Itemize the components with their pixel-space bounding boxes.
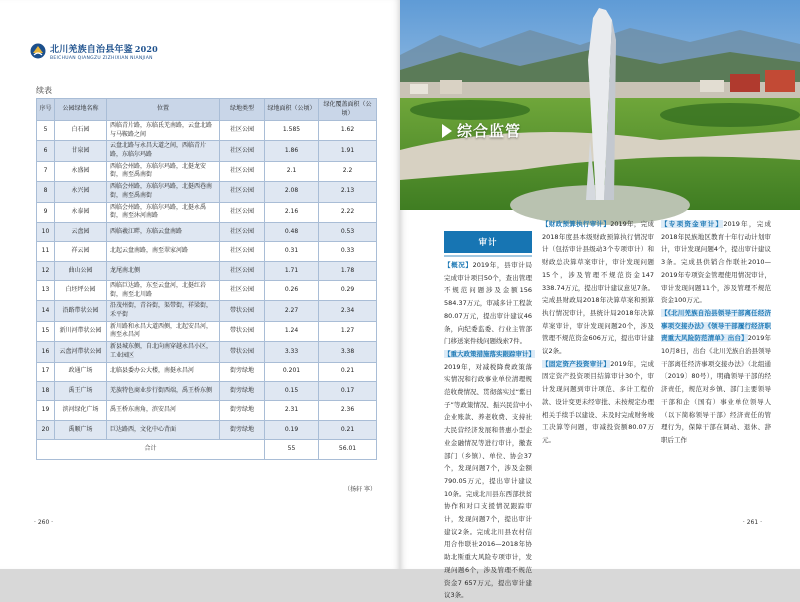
yearbook-header [30, 42, 158, 61]
cadre-rules-keyword: 【《北川羌族自治县领导干部离任经济事项交接办法》《领导干部履行经济职责重大风险防范清单》出台】 [661, 308, 771, 343]
cell-area: 0.48 [265, 222, 319, 241]
table-row [37, 401, 377, 420]
cell-cover: 1.27 [319, 321, 377, 341]
cell-cover: 0.33 [319, 242, 377, 261]
cell-type: 社区公园 [220, 141, 265, 161]
cell-area: 0.31 [265, 242, 319, 261]
cell-location: 西临羲江畔，东临云盘南路 [107, 222, 220, 241]
cell-no: 16 [37, 342, 55, 362]
cell-area: 2.08 [265, 182, 319, 202]
page-number-left: · 260 · [34, 519, 54, 526]
cell-no: 20 [37, 420, 55, 439]
cell-location: 巨达路西，文化中心背面 [107, 420, 220, 439]
cell-cover: 2.34 [319, 301, 377, 321]
cell-name: 祥云园 [55, 242, 107, 261]
yearbook-title [50, 42, 158, 55]
cell-name: 白坯坪公园 [55, 281, 107, 301]
table-row [37, 161, 377, 181]
cell-area: 2.31 [265, 401, 319, 420]
table-row [37, 342, 377, 362]
total-area: 55 [265, 440, 319, 459]
cell-area: 0.19 [265, 420, 319, 439]
parks-table-wrapper [36, 98, 376, 460]
cell-name: 云盘河带状公园 [55, 342, 107, 362]
col-header-name: 公园绿地名称 [55, 99, 107, 121]
cell-area: 2.1 [265, 161, 319, 181]
cell-area: 2.16 [265, 202, 319, 222]
table-note: （扬轩 寧） [344, 486, 376, 493]
left-page [0, 0, 400, 569]
col-header-location: 位置 [107, 99, 220, 121]
cell-location: 西临巨达路，东至云盘河，北挺红岩街，南至北川路 [107, 281, 220, 301]
col-header-type: 绿地类型 [220, 99, 265, 121]
cell-no: 5 [37, 121, 55, 141]
cell-no: 19 [37, 401, 55, 420]
article-column-3 [661, 218, 771, 530]
cell-no: 8 [37, 182, 55, 202]
cell-name: 甘泉园 [55, 141, 107, 161]
table-row [37, 222, 377, 241]
cell-name: 永兴园 [55, 182, 107, 202]
col-header-no: 序号 [37, 99, 55, 121]
yearbook-title-text: 北川羌族自治县年鉴 [50, 45, 133, 55]
cell-location: 西临青片路，东临氐羌南路，云盘北路与马鞍路之间 [107, 121, 220, 141]
cell-cover: 0.21 [319, 362, 377, 381]
audit-section-heading [444, 231, 532, 253]
cell-location: 龙尾南北侧 [107, 261, 220, 280]
cell-cover: 2.22 [319, 202, 377, 222]
cell-no: 15 [37, 321, 55, 341]
table-row [37, 202, 377, 222]
overview-keyword: 【概况】 [444, 261, 473, 269]
cell-type: 社区公园 [220, 202, 265, 222]
cell-type: 社区公园 [220, 242, 265, 261]
table-row [37, 362, 377, 381]
cell-type: 社区公园 [220, 281, 265, 301]
cell-type: 带状公园 [220, 301, 265, 321]
cell-location: 羌族特色商业步行街西端，禹王桥东侧 [107, 381, 220, 400]
cell-no: 10 [37, 222, 55, 241]
cell-area: 0.201 [265, 362, 319, 381]
cell-area: 0.15 [265, 381, 319, 400]
cell-type: 社区公园 [220, 121, 265, 141]
col-header-cover: 绿化覆盖面积（公顷） [319, 99, 377, 121]
cell-location: 北起云盘南路，南至翠家河路 [107, 242, 220, 261]
overview-text: 2019年，县审计局完成审计项目50个，查出管理不规范问题涉及金额156 584.37万元，审减多计工程款80.07万元，提出审计建议46条，向纪委监委、行业主管部门移送案件线问题线索7件。 [444, 261, 533, 346]
page-number-right: · 261 · [742, 519, 762, 526]
cell-location: 西临会州路，东临尔玛路，北挺西巷南街，南至禹南街 [107, 182, 220, 202]
article-column-1 [444, 259, 535, 600]
cell-name: 政通广场 [55, 362, 107, 381]
table-row [37, 420, 377, 439]
heading-underline [444, 255, 532, 257]
banner-arrow-icon [442, 124, 452, 138]
cell-location: 沿茂州街，青谷街，渠带街，祥梁街，禾平街 [107, 301, 220, 321]
banner-title: 综合监管 [457, 122, 522, 140]
cell-name: 禹顺广场 [55, 420, 107, 439]
special-fund-keyword: 【专项资金审计】 [661, 220, 724, 228]
table-row [37, 182, 377, 202]
cell-cover: 2.13 [319, 182, 377, 202]
cell-no: 13 [37, 281, 55, 301]
cell-location: 禹王桥东南角，滨安昌河 [107, 401, 220, 420]
cell-location: 新县城东侧，自北向南穿越永昌小区，工业园区 [107, 342, 220, 362]
fixed-asset-keyword: 【固定资产投资审计】 [542, 359, 611, 368]
cell-area: 1.585 [265, 121, 319, 141]
article-column-2 [542, 218, 654, 530]
table-row [37, 261, 377, 280]
continued-label: 续表 [36, 86, 52, 95]
cadre-rules-text: 2019年10月8日，出台《北川羌族自治县领导干部离任经济事项交接办法》（北组通〔2019〕80号），明确领导干部的经济责任，规范对乡镇、部门主要领导干部和企（国有）事业单位领导人（以下简称领导干部）经济责任的管理行为，保障干部在调动、退休、辞职后工作 [661, 334, 771, 444]
cell-no: 9 [37, 202, 55, 222]
cell-no: 18 [37, 381, 55, 400]
budget-keyword: 【财政预算执行审计】 [542, 220, 611, 228]
monument-photo [400, 0, 800, 210]
cell-cover: 0.21 [319, 420, 377, 439]
cell-location: 云盘北路与永昌大道之间，西临青片路，东临尔玛路 [107, 141, 220, 161]
section-banner [442, 120, 521, 141]
table-row [37, 301, 377, 321]
cell-type: 社区公园 [220, 182, 265, 202]
cell-type: 带状公园 [220, 342, 265, 362]
cell-area: 1.24 [265, 321, 319, 341]
cell-area: 1.71 [265, 261, 319, 280]
yearbook-subtitle: BEICHUAN QIANGZU ZIZHIXIAN NIANJIAN [50, 56, 153, 61]
table-total-row [37, 440, 377, 459]
cell-cover: 1.78 [319, 261, 377, 280]
county-logo-icon [30, 43, 46, 59]
cell-location: 北临县委办公大楼，南挺永昌河 [107, 362, 220, 381]
cell-area: 3.33 [265, 342, 319, 362]
table-row [37, 141, 377, 161]
cell-name: 沿路带状公园 [55, 301, 107, 321]
cell-name: 白石园 [55, 121, 107, 141]
budget-text: 2019年，完成2018年度县本级财政预算执行情况审计（包括审计县级动3个专项审计）和财政总决算草案审计，审计发现问题15个，涉及管理不规范资金147 338.74万元，提出审计建议意见7条。完成县财政局2018年决算草案和预算执行情况审计，县统计局2018年决算草案审计，审计发现问题20个，涉及管理不规范资金606万元，提出审计建议2条。 [542, 220, 655, 356]
cell-no: 12 [37, 261, 55, 280]
cell-type: 街旁绿地 [220, 381, 265, 400]
total-cover: 56.01 [319, 440, 377, 459]
cell-cover: 3.38 [319, 342, 377, 362]
cell-name: 永泰园 [55, 202, 107, 222]
cell-area: 2.27 [265, 301, 319, 321]
table-body [37, 121, 377, 460]
cell-area: 1.86 [265, 141, 319, 161]
yearbook-year: 2020 [134, 44, 158, 54]
cell-no: 17 [37, 362, 55, 381]
cell-name: 云盘园 [55, 222, 107, 241]
table-row [37, 381, 377, 400]
parks-table [36, 98, 377, 460]
audit-section-title: 审计 [478, 238, 498, 248]
cell-cover: 1.91 [319, 141, 377, 161]
cell-type: 社区公园 [220, 161, 265, 181]
cell-location: 新川路和永昌大道西侧，北起安昌河，南至永昌河 [107, 321, 220, 341]
major-policy-keyword: 【重大政策措施落实跟踪审计】 [444, 349, 535, 358]
cell-type: 带状公园 [220, 321, 265, 341]
cell-no: 6 [37, 141, 55, 161]
cell-cover: 2.36 [319, 401, 377, 420]
cell-cover: 2.2 [319, 161, 377, 181]
table-row [37, 321, 377, 341]
table-row [37, 121, 377, 141]
cell-type: 社区公园 [220, 222, 265, 241]
cell-type: 社区公园 [220, 261, 265, 280]
col-header-area: 绿地面积（公顷） [265, 99, 319, 121]
cell-cover: 0.53 [319, 222, 377, 241]
table-header-row [37, 99, 377, 121]
cell-area: 0.26 [265, 281, 319, 301]
cell-type: 街旁绿地 [220, 362, 265, 381]
cell-location: 西临会州路，东临尔玛路，北挺永禹街，南至沐河南路 [107, 202, 220, 222]
cell-name: 曲山公园 [55, 261, 107, 280]
cell-no: 11 [37, 242, 55, 261]
cell-cover: 1.62 [319, 121, 377, 141]
total-label: 合计 [37, 440, 265, 459]
right-page [400, 0, 800, 600]
cell-name: 滨河绿化广场 [55, 401, 107, 420]
cell-cover: 0.17 [319, 381, 377, 400]
cell-type: 街旁绿地 [220, 420, 265, 439]
cell-no: 14 [37, 301, 55, 321]
cell-name: 新川河带状公园 [55, 321, 107, 341]
table-row [37, 242, 377, 261]
special-fund-text: 2019年，完成2018年民族地区教育十年行动计划审计，审计发现问题4个，提出审计建议3条。完成县供销合作联社2010—2019年专项资金管理使用情况审计，审计发现问题11个，涉及管理不规范资金100万元。 [661, 220, 772, 305]
cell-type: 街旁绿地 [220, 401, 265, 420]
table-row [37, 281, 377, 301]
cell-name: 永盛园 [55, 161, 107, 181]
major-policy-text: 2019年，对减税降费政策落实情况和行政事业单位清理规范收费情况、贯彻落实过“紫日子”等政策情况、振兴民营中小企业账款、养老收费、支持社大民营经济发展和普惠小型企业金融情况等进行审计，撤查部门（乡镇）、单位、协会37个，发现问题7个，涉及金额790.05万元，提出审计建议10条。完成北川县东西部扶贫协作和对口支援情况跟踪审计，发现问题7个，提出审计建议2条。完成北川县农村信用合作联社2016—2018年协助北斯重大风险专项审计，发现问题6个，涉及管理不规范资金7 657万元，提出审计建议3条。 [444, 362, 532, 600]
cell-no: 7 [37, 161, 55, 181]
cell-location: 西临会州路，东临尔玛路，北挺龙安街，南至禹南街 [107, 161, 220, 181]
cell-cover: 0.29 [319, 281, 377, 301]
cell-name: 禹王广场 [55, 381, 107, 400]
fixed-asset-text: 2019年，完成固定资产投资项目结算审计30个，审计发现问题到审计项范、多计工程价款、设计变更未经审批、未按规定办理相关手续手以建设、未及时完成财务竣工决算等问题，审减投资额80.07万元。 [542, 359, 655, 444]
